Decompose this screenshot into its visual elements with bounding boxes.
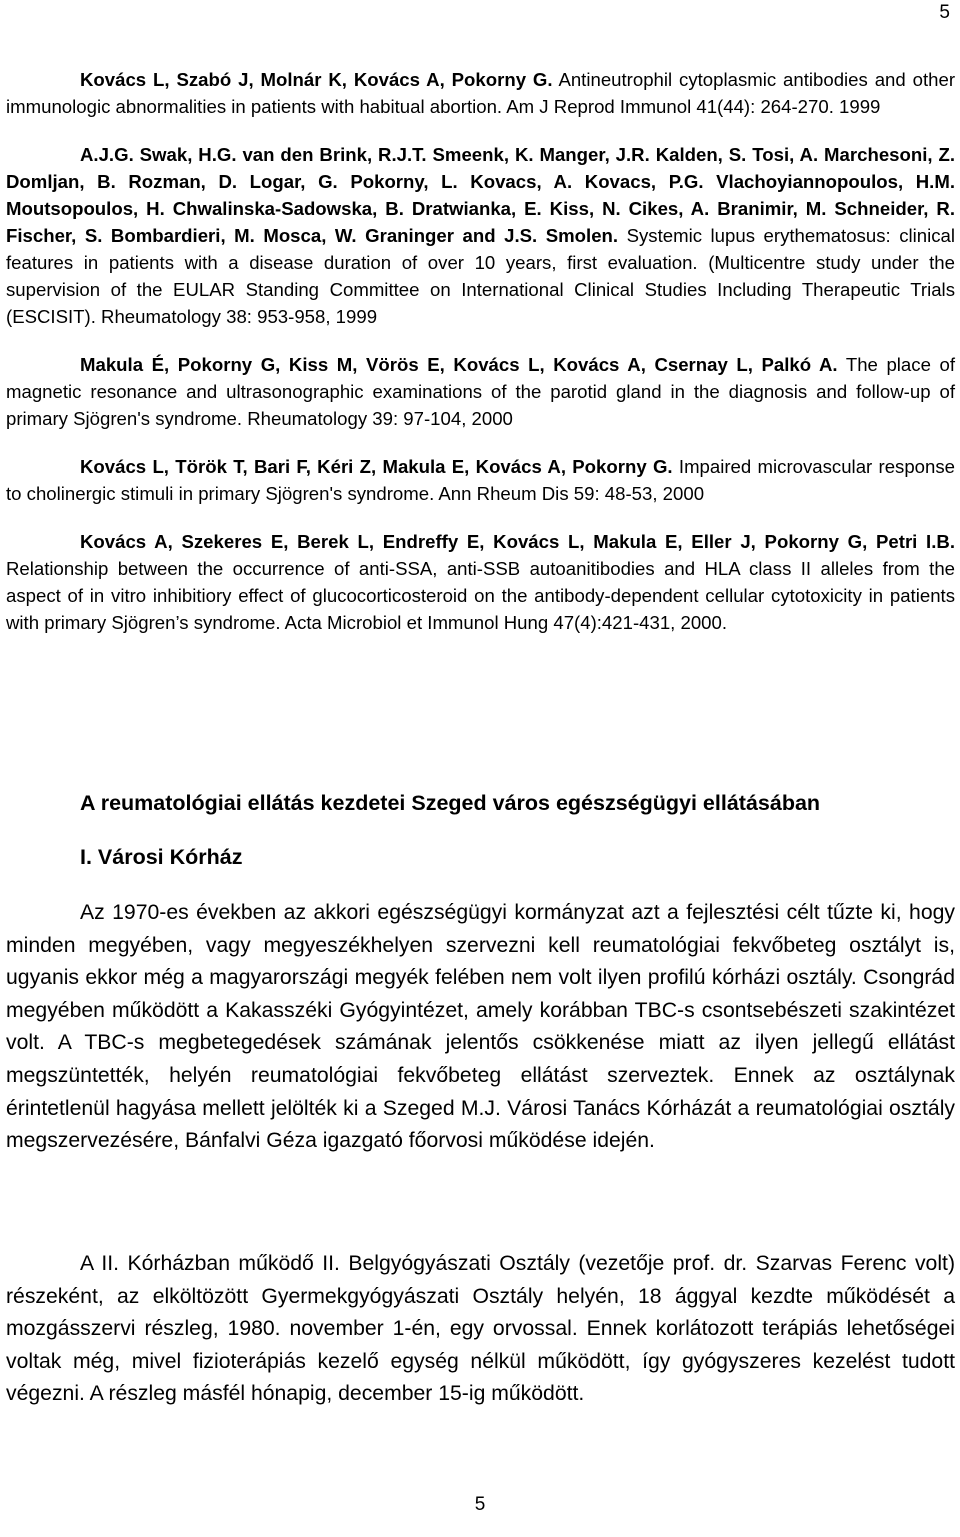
reference-item [6, 141, 955, 330]
reference-item [6, 351, 955, 432]
reference-text: Antineutrophil cytoplasmic antibodies and other immunologic abnormalities in patients with habitual abortion. Am J Reprod Immunol 41(44): 264-270. 1999 [6, 69, 956, 117]
reference-item [6, 528, 955, 636]
reference-item [6, 453, 955, 507]
reference-text: Systemic lupus erythematosus: clinical features in patients with a disease duration of over 10 years, first evaluation. (Multicentre study under the supervision of the EULAR Standing Committee on International Clinical Studies Including Therapeutic Trials (ESCISIT). Rheumatology 38: 953-958, 1999 [6, 225, 955, 327]
reference-authors: Kovács A, Szekeres E, Berek L, Endreffy E, Kovács L, Makula E, Eller J, Pokorny G, Petri I.B. [80, 531, 955, 552]
section-title: A reumatológiai ellátás kezdetei Szeged város egészségügyi ellátásában [80, 791, 821, 815]
page-number-top: 5 [939, 2, 950, 23]
reference-authors: Kovács L, Szabó J, Molnár K, Kovács A, Pokorny G. [80, 69, 553, 90]
body-paragraph [6, 1248, 955, 1411]
reference-authors: Kovács L, Török T, Bari F, Kéri Z, Makula E, Kovács A, Pokorny G. [80, 456, 673, 477]
reference-authors: A.J.G. Swak, H.G. van den Brink, R.J.T. Smeenk, K. Manger, J.R. Kalden, S. Tosi, A. Marchesoni, Z. Domljan, B. Rozman, D. Logar, G. Pokorny, L. Kovacs, A. Kovacs, P.G. Vlachoyiannopoulos, H.M. Moutsopoulos, H. Chwalinska-Sadowska, B. Dratwianka, E. Kiss, N. Cikes, A. Branimir, M. Schneider, R. Fischer, S. Bombardieri, M. Mosca, W. Graninger and J.S. Smolen. [6, 144, 955, 246]
reference-text: Impaired microvascular response to cholinergic stimuli in primary Sjögren's syndrome. Ann Rheum Dis 59: 48-53, 2000 [6, 456, 956, 504]
reference-text: The place of magnetic resonance and ultrasonographic examinations of the parotid gland in the diagnosis and follow-up of primary Sjögren's syndrome. Rheumatology 39: 97-104, 2000 [6, 354, 955, 429]
reference-list [6, 66, 955, 657]
page-number-bottom: 5 [474, 1494, 486, 1515]
paragraph-text: A II. Kórházban működő II. Belgyógyászati Osztály (vezetője prof. dr. Szarvas Ferenc volt) részeként, az elköltözött Gyermekgyógyászati Osztály helyén, 18 ággyal kezdte működését a mozgásszervi részleg, 1980. november 1-én, egy orvossal. Ennek korlátozott terápiás lehetőségei voltak még, mivel fizioterápiás kezelő egység nélkül működött, így gyógyszeres kezelést tudott végezni. A részleg másfél hónapig, december 15-ig működött. [6, 1252, 955, 1406]
section-subtitle: I. Városi Kórház [80, 845, 243, 869]
reference-text: Relationship between the occurrence of anti-SSA, anti-SSB autoanitibodies and HLA class II alleles from the aspect of in vitro inhibitiory effect of glucocorticosteroid on the antibody-dependent cellular cytotoxicity in patients with primary Sjögren’s syndrome. Acta Microbiol et Immunol Hung 47(4):421-431, 2000. [6, 558, 955, 633]
body-paragraph [6, 897, 955, 1158]
reference-item [6, 66, 955, 120]
reference-authors: Makula É, Pokorny G, Kiss M, Vörös E, Kovács L, Kovács A, Csernay L, Palkó A. [80, 354, 838, 375]
paragraph-text: Az 1970-es években az akkori egészségügyi kormányzat azt a fejlesztési célt tűzte ki, hogy minden megyében, vagy megyeszékhelyen szervezni kell reumatológiai fekvőbeteg osztályt is, ugyanis ekkor még a magyarországi megyék felében nem volt ilyen profilú kórházi osztály. Csongrád megyében működött a Kakasszéki Gyógyintézet, amely korábban TBC-s csontsebészeti szakintézet volt. A TBC-s megbetegedések számának jelentős csökkenése miatt az ilyen jellegű ellátást megszüntették, helyén reumatológiai fekvőbeteg ellátást szerveztek. Ennek az osztálynak érintetlenül hagyása mellett jelölték ki a Szeged M.J. Városi Tanács Kórházát a reumatológiai osztály megszervezésére, Bánfalvi Géza igazgató főorvosi működése idején. [6, 901, 955, 1153]
